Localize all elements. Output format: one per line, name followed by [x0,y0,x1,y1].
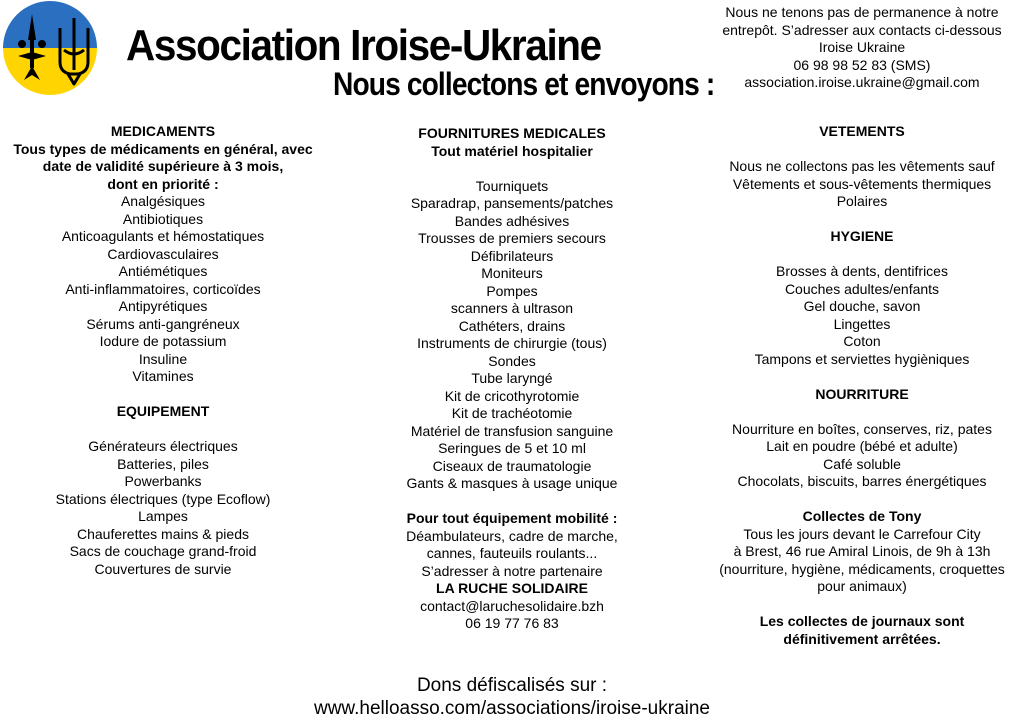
contact-block [700,4,1024,92]
list-item: Vitamines [132,368,194,384]
section-heading: Pour tout équipement mobilité : [406,510,618,526]
list-item: Anti-inflammatoires, corticoïdes [65,280,261,297]
list-item: Analgésiques [120,193,206,209]
contact-org-name: Iroise Ukraine [818,39,906,56]
contact-line: entrepôt. S’adresser aux contacts ci-dessous [722,21,1002,38]
list-item: contact@laruchesolidaire.bzh [420,597,604,614]
list-item [700,368,1024,386]
list-item: Ciseaux de traumatologie [432,457,592,474]
list-item: Générateurs électriques [88,438,238,454]
flag-blue-band [2,0,98,48]
list-item [700,491,1024,509]
list-item: Déambulateurs, cadre de marche, [406,527,618,544]
section-heading: Tous types de médicaments en général, avec [13,140,313,157]
list-item: Kit de cricothyrotomie [444,387,580,404]
section-heading: MEDICAMENTS [110,123,216,139]
list-item [700,141,1024,159]
footer-donations [250,674,774,720]
section-heading: définitivement arrêtées. [783,630,941,647]
list-item: Coton [843,333,881,349]
list-item: S’adresser à notre partenaire [421,562,603,579]
section-heading: HYGIENE [830,228,894,244]
list-item: Chauferettes mains & pieds [77,525,249,542]
list-item: Pompes [486,282,538,299]
section-heading: VETEMENTS [819,123,905,139]
list-item: Nourriture en boîtes, conserves, riz, pates [732,420,992,437]
list-item: Polaires [836,193,888,209]
list-item: Lingettes [833,315,891,332]
footer-donation-label: Dons défiscalisés sur : [416,675,608,696]
page-title: Association Iroise-Ukraine [126,21,601,70]
list-item: Cathéters, drains [458,317,566,334]
list-item: cannes, fauteuils roulants... [426,545,598,561]
list-item: Sérums anti-gangréneux [86,315,240,332]
list-item: Cardiovasculaires [107,245,219,262]
list-item [700,403,1024,421]
list-item: Iodure de potassium [99,333,227,349]
list-item: Gel douche, savon [803,298,921,314]
list-item: Brosses à dents, dentifrices [776,263,948,279]
list-item: Seringues de 5 et 10 ml [438,440,586,456]
list-item [340,160,684,178]
list-item [0,421,326,439]
column-vetements-hygiene-nourriture [700,123,1024,648]
list-item: (nourriture, hygiène, médicaments, croquettes [719,560,1005,577]
contact-email: association.iroise.ukraine@gmail.com [744,74,980,91]
list-item: Matériel de transfusion sanguine [410,422,614,439]
section-heading: Tout matériel hospitalier [431,142,593,159]
list-item: Bandes adhésives [454,212,570,229]
section-heading: Les collectes de journaux sont [759,613,965,629]
association-logo-icon [2,0,98,96]
section-heading: EQUIPEMENT [116,403,210,419]
page-subtitle: Nous collectons et envoyons : [333,66,715,102]
list-item [700,596,1024,614]
section-heading: LA RUCHE SOLIDAIRE [436,580,588,596]
list-item: Trousses de premiers secours [418,230,606,246]
list-item: Tube laryngé [471,370,553,386]
contact-phone: 06 98 98 52 83 (SMS) [793,56,931,73]
list-item: Nous ne collectons pas les vêtements sauf [729,158,995,174]
list-item: Café soluble [823,455,901,472]
list-item: Lait en poudre (bébé et adulte) [766,438,958,454]
list-item: Powerbanks [124,473,202,489]
section-heading: dont en priorité : [107,175,219,192]
list-item: Sacs de couchage grand-froid [69,543,257,559]
list-item: Stations électriques (type Ecoflow) [55,490,271,507]
list-item: Batteries, piles [117,455,209,472]
list-item: Tous les jours devant le Carrefour City [743,525,981,542]
list-item: Tampons et serviettes hygièniques [754,350,970,367]
list-item: à Brest, 46 rue Amiral Linois, de 9h à 13h [733,543,991,559]
section-heading: date de validité supérieure à 3 mois, [42,158,284,174]
list-item: Chocolats, biscuits, barres énergétiques [737,473,987,489]
section-heading: NOURRITURE [815,385,909,402]
list-item [700,211,1024,229]
contact-line: Nous ne tenons pas de permanence à notre [725,4,999,20]
list-item [700,246,1024,264]
list-item: scanners à ultrason [450,300,574,316]
list-item: Sondes [488,352,536,369]
list-item: Lampes [138,508,188,524]
column-medicaments-equipement [0,123,326,578]
list-item: Kit de trachéotomie [451,405,573,421]
donation-link[interactable]: www.helloasso.com/associations/iroise-ukraine [313,698,710,719]
list-item: Couches adultes/enfants [784,280,940,297]
list-item: Tourniquets [475,177,549,194]
list-item [340,493,684,511]
list-item: Antipyrétiques [118,298,208,314]
column-fournitures-medicales [340,125,684,633]
list-item: Vêtements et sous-vêtements thermiques [732,175,992,192]
list-item: Antiémétiques [118,263,208,279]
list-item: Insuline [138,350,188,367]
list-item: Anticoagulants et hémostatiques [61,228,265,244]
list-item: Défibrilateurs [470,247,554,264]
list-item: Antibiotiques [122,210,204,227]
list-item: Gants & masques à usage unique [406,475,618,491]
list-item: Sparadrap, pansements/patches [410,195,614,211]
list-item [0,386,326,404]
list-item: Couvertures de survie [94,560,232,577]
list-item: pour animaux) [817,578,907,594]
list-item: Instruments de chirurgie (tous) [417,335,607,351]
list-item: Moniteurs [481,265,543,281]
list-item: 06 19 77 76 83 [465,615,559,631]
section-heading: Collectes de Tony [802,508,922,524]
section-heading: FOURNITURES MEDICALES [418,125,606,141]
